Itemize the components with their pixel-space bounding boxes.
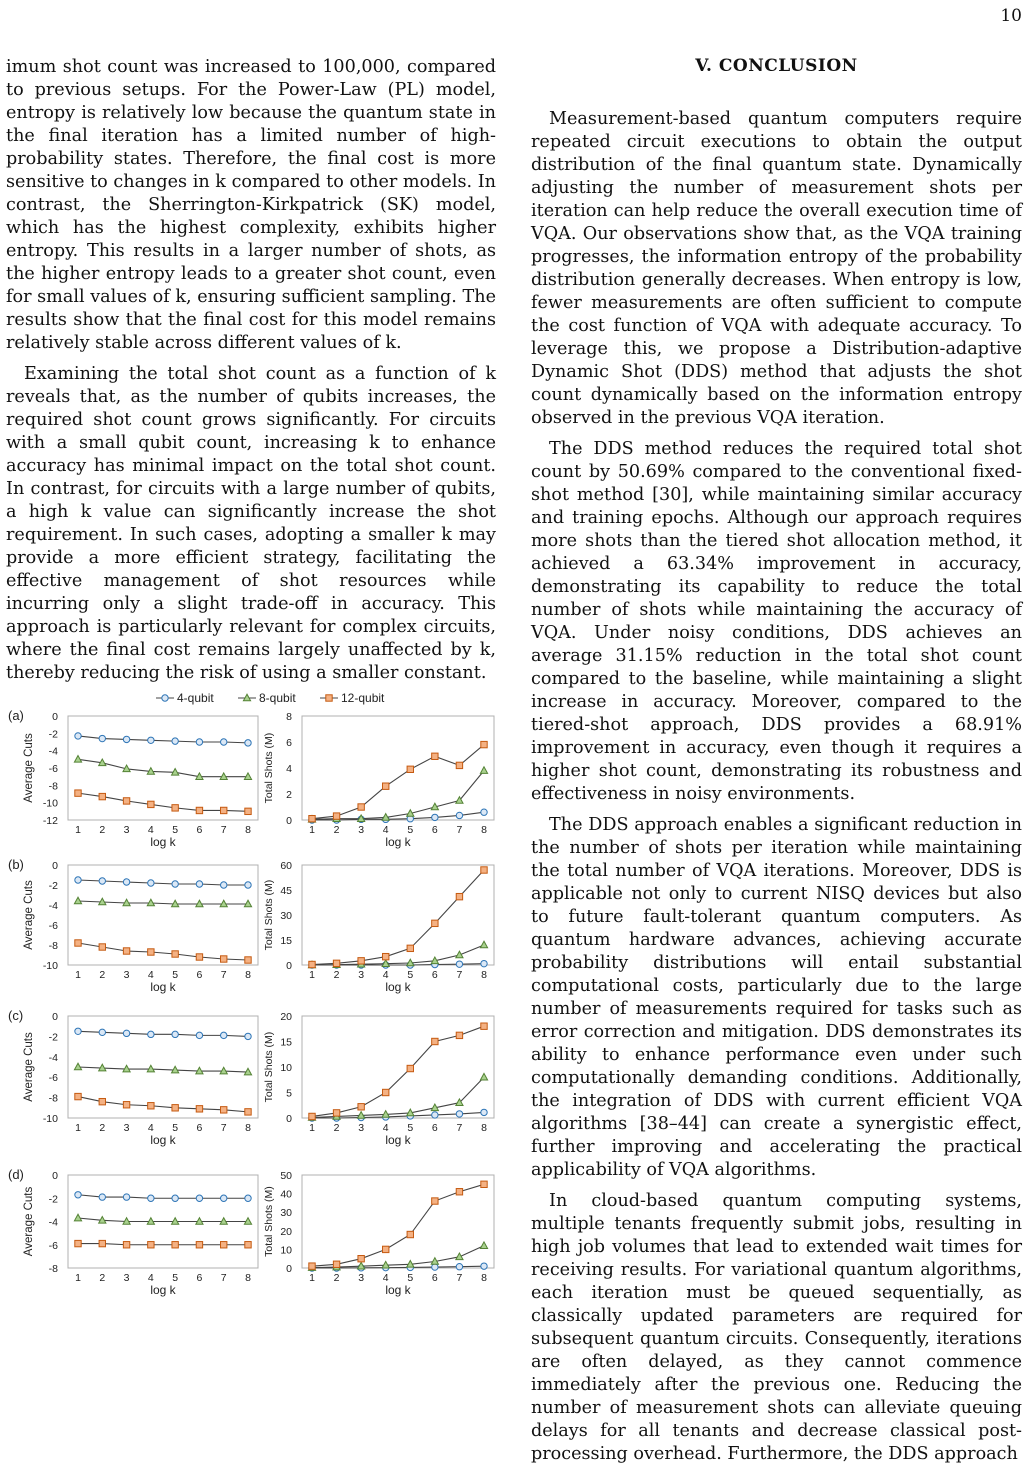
data-point xyxy=(148,880,154,886)
data-point xyxy=(99,1029,105,1035)
data-point xyxy=(221,956,227,962)
x-tick-label: 2 xyxy=(333,1122,340,1134)
y-tick-label: 60 xyxy=(280,860,292,872)
paragraph: The DDS approach enables a significant reduction in the number of shots per iteration while maintaining the total number of VQA iterations. Moreover, DDS is applicable not only to current NISQ devices but also to future fault-tolerant quantum computers. As quantum hardware advances, achieving accurate probability distributions will entail substantial computational costs, particularly due to the large number of measurements required for tasks such as error correction and mitigation. DDS demonstrates its ability to enhance performance even under such computationally demanding conditions. Additionally, the integration of DDS with current efficient VQA algorithms [38–44] can create a synergistic effect, further improving and accelerating the practical applicability of VQA algorithms. xyxy=(531,815,1022,1180)
x-tick-label: 7 xyxy=(220,969,227,981)
series-line xyxy=(312,870,484,965)
x-tick-label: 8 xyxy=(245,969,251,981)
x-tick-label: 6 xyxy=(196,1272,203,1284)
y-tick-label: 10 xyxy=(280,1062,292,1074)
series-line xyxy=(312,745,484,819)
y-tick-label: -2 xyxy=(48,1193,58,1206)
data-point xyxy=(196,954,202,960)
y-tick-label: 0 xyxy=(52,711,58,723)
data-point xyxy=(432,1112,438,1118)
legend-marker xyxy=(162,695,168,701)
y-axis-label: Average Cuts xyxy=(23,1186,35,1257)
x-tick-label: 4 xyxy=(147,969,154,981)
x-tick-label: 8 xyxy=(481,969,487,981)
data-point xyxy=(75,877,81,883)
data-point xyxy=(221,882,227,888)
data-point xyxy=(481,809,487,815)
x-tick-label: 1 xyxy=(309,1122,315,1134)
y-tick-label: 0 xyxy=(52,860,58,872)
y-tick-label: -8 xyxy=(48,1263,58,1275)
x-tick-label: 4 xyxy=(147,1122,154,1134)
y-tick-label: -2 xyxy=(48,728,58,741)
x-tick-label: 8 xyxy=(245,1122,251,1134)
paragraph: In cloud-based quantum computing systems, multiple tenants frequently submit jobs, resulting in high job volumes that lead to extended wait times for receiving results. For variational quantum algorithms, each iteration must be queued sequentially, as classically updated parameters are required for subsequent quantum circuits. Consequently, iterations are often delayed, as they cannot commence immediately after the previous one. Reducing the number of measurement shots can alleviate queuing delays for all tenants and decrease classical post-processing overhead. Furthermore, the DDS approach xyxy=(531,1191,1022,1464)
data-point xyxy=(481,960,487,966)
data-point xyxy=(407,1231,413,1237)
data-point xyxy=(74,1214,81,1221)
x-tick-label: 5 xyxy=(407,824,414,836)
y-tick-label: 0 xyxy=(286,1113,292,1125)
data-point xyxy=(358,1256,364,1262)
data-point xyxy=(75,1240,81,1246)
data-point xyxy=(148,801,154,807)
data-point xyxy=(245,957,251,963)
y-tick-label: 20 xyxy=(280,1011,292,1023)
y-tick-label: 0 xyxy=(286,1263,292,1275)
y-tick-label: -4 xyxy=(48,900,58,912)
y-tick-label: 30 xyxy=(280,1207,292,1220)
x-tick-label: 4 xyxy=(382,1272,389,1284)
data-point xyxy=(148,737,154,743)
y-tick-label: -6 xyxy=(48,763,58,775)
plot-frame xyxy=(68,716,258,820)
y-tick-label: 0 xyxy=(52,1011,58,1023)
data-point xyxy=(383,1089,389,1095)
data-point xyxy=(407,945,413,951)
x-tick-label: 1 xyxy=(309,1272,315,1284)
x-tick-label: 4 xyxy=(382,1122,389,1134)
data-point xyxy=(196,1032,202,1038)
data-point xyxy=(221,1242,227,1248)
x-tick-label: 3 xyxy=(358,824,365,836)
x-axis-label: log k xyxy=(385,980,411,994)
results-figure xyxy=(0,686,505,1332)
data-point xyxy=(148,1242,154,1248)
data-point xyxy=(309,1263,315,1269)
y-tick-label: 40 xyxy=(280,1188,292,1201)
paragraph: Examining the total shot count as a function of k reveals that, as the number of qubits increases, the required shot count grows significantly. For circuits with a small qubit count, increasing k to enhance accuracy has minimal impact on the total shot count. In contrast, for circuits with a large number of qubits, a high k value can significantly increase the shot requirement. In such cases, adopting a smaller k may provide a more efficient strategy, facilitating the effective management of shot resources while incurring only a slight trade-off in accuracy. This approach is particularly relevant for complex circuits, where the final cost remains largely unaffected by k, thereby reducing the risk of using a smaller constant. xyxy=(6,364,496,683)
x-tick-label: 2 xyxy=(99,1122,106,1134)
plot-frame xyxy=(68,1016,258,1118)
data-point xyxy=(196,1242,202,1248)
x-axis-label: log k xyxy=(385,1283,411,1297)
page-number: 10 xyxy=(1000,6,1022,26)
x-tick-label: 3 xyxy=(358,969,365,981)
data-point xyxy=(148,949,154,955)
x-tick-label: 7 xyxy=(456,1272,463,1284)
data-point xyxy=(172,738,178,744)
x-tick-label: 8 xyxy=(245,824,251,836)
x-tick-label: 3 xyxy=(123,1122,130,1134)
y-tick-label: 0 xyxy=(286,815,292,827)
data-point xyxy=(333,813,339,819)
data-point xyxy=(221,807,227,813)
x-tick-label: 1 xyxy=(309,969,315,981)
data-point xyxy=(245,1195,251,1201)
data-point xyxy=(99,1098,105,1104)
y-tick-label: -8 xyxy=(48,940,58,952)
data-point xyxy=(456,961,462,967)
legend-label: 12-qubit xyxy=(341,691,385,705)
data-point xyxy=(456,1189,462,1195)
y-tick-label: -4 xyxy=(48,1216,58,1229)
paragraph: The DDS method reduces the required total shot count by 50.69% compared to the conventional fixed-shot method [30], while maintaining similar accuracy and training epochs. Although our approach requires more shots than the tiered shot allocation method, it achieved a 63.34% improvement in accuracy, demonstrating its capability to reduce the total number of shots while maintaining the accuracy of VQA. Under noisy conditions, DDS achieves an average 31.15% reduction in the total shot count compared to the baseline, while maintaining a slight increase in accuracy. Moreover, compared to the tiered-shot approach, DDS provides a 68.91% improvement in accuracy, even though it requires a higher shot count, demonstrating its robustness and effectiveness in noisy environments. xyxy=(531,439,1022,804)
data-point xyxy=(309,961,315,967)
y-tick-label: -6 xyxy=(48,1239,58,1252)
y-tick-label: 10 xyxy=(280,1244,292,1257)
data-point xyxy=(481,1181,487,1187)
x-tick-label: 2 xyxy=(333,824,340,836)
plot-frame xyxy=(68,865,258,965)
data-point xyxy=(456,893,462,899)
x-tick-label: 4 xyxy=(147,1272,154,1284)
x-tick-label: 6 xyxy=(431,824,438,836)
data-point xyxy=(75,1192,81,1198)
data-point xyxy=(172,1242,178,1248)
x-axis-label: log k xyxy=(150,835,176,849)
x-tick-label: 6 xyxy=(431,1272,438,1284)
data-point xyxy=(480,941,487,948)
data-point xyxy=(383,953,389,959)
y-tick-label: -6 xyxy=(48,1072,58,1085)
x-tick-label: 5 xyxy=(172,1122,179,1134)
legend-label: 8-qubit xyxy=(259,691,296,705)
y-tick-label: 0 xyxy=(52,1170,58,1182)
data-point xyxy=(245,1109,251,1115)
data-point xyxy=(358,1104,364,1110)
y-tick-label: -2 xyxy=(48,880,58,892)
x-axis-label: log k xyxy=(150,1133,176,1147)
y-tick-label: -2 xyxy=(48,1031,58,1044)
data-point xyxy=(123,948,129,954)
data-point xyxy=(196,1195,202,1201)
paragraph: imum shot count was increased to 100,000, compared to previous setups. For the Power-Law (PL) model, entropy is relatively low because the quantum state in the final iteration has a limited number of high-probability states. Therefore, the final cost is more sensitive to changes in k compared to other models. In contrast, the Sherrington-Kirkpatrick (SK) model, which has the highest complexity, exhibits higher entropy. This results in a larger number of shots, as the higher entropy leads to a greater shot count, even for small values of k, ensuring sufficient sampling. The results show that the final cost for this model remains relatively stable across different values of k. xyxy=(6,57,496,353)
y-tick-label: -10 xyxy=(42,1113,58,1125)
data-point xyxy=(481,741,487,747)
x-tick-label: 4 xyxy=(382,969,389,981)
y-axis-label: Average Cuts xyxy=(23,733,35,803)
data-point xyxy=(358,958,364,964)
figure-svg xyxy=(0,686,505,1332)
y-tick-label: 30 xyxy=(280,910,292,922)
y-tick-label: 15 xyxy=(280,1036,292,1049)
y-tick-label: -10 xyxy=(42,960,58,972)
data-point xyxy=(221,1107,227,1113)
panel-label: (a) xyxy=(8,708,24,723)
data-point xyxy=(432,1198,438,1204)
x-tick-label: 2 xyxy=(333,969,340,981)
data-point xyxy=(481,1109,487,1115)
data-point xyxy=(75,790,81,796)
x-tick-label: 6 xyxy=(431,1122,438,1134)
plot-frame xyxy=(302,716,494,820)
x-tick-label: 7 xyxy=(456,1122,463,1134)
y-axis-label: Total Shots (M) xyxy=(263,1186,275,1257)
data-point xyxy=(148,1031,154,1037)
y-axis-label: Average Cuts xyxy=(23,1032,35,1102)
x-tick-label: 1 xyxy=(75,1272,81,1284)
x-tick-label: 8 xyxy=(245,1272,251,1284)
data-point xyxy=(196,1106,202,1112)
data-point xyxy=(245,808,251,814)
x-axis-label: log k xyxy=(385,1133,411,1147)
data-point xyxy=(432,814,438,820)
data-point xyxy=(148,1103,154,1109)
data-point xyxy=(99,1240,105,1246)
y-tick-label: 20 xyxy=(280,1225,292,1238)
y-tick-label: 45 xyxy=(280,885,292,897)
x-tick-label: 8 xyxy=(481,824,487,836)
y-tick-label: 5 xyxy=(286,1087,292,1100)
y-tick-label: -12 xyxy=(42,815,58,827)
data-point xyxy=(456,1111,462,1117)
y-tick-label: 8 xyxy=(286,711,292,723)
data-point xyxy=(432,920,438,926)
x-tick-label: 7 xyxy=(456,969,463,981)
x-tick-label: 2 xyxy=(99,969,106,981)
data-point xyxy=(123,798,129,804)
data-point xyxy=(172,1031,178,1037)
y-tick-label: -4 xyxy=(48,745,58,758)
data-point xyxy=(172,805,178,811)
x-tick-label: 5 xyxy=(407,969,414,981)
y-axis-label: Total Shots (M) xyxy=(263,879,275,951)
data-point xyxy=(333,1110,339,1116)
plot-frame xyxy=(302,1016,494,1118)
data-point xyxy=(196,739,202,745)
x-tick-label: 1 xyxy=(75,1122,81,1134)
x-tick-label: 5 xyxy=(407,1122,414,1134)
y-tick-label: 15 xyxy=(280,935,292,947)
data-point xyxy=(309,1113,315,1119)
data-point xyxy=(172,951,178,957)
data-point xyxy=(221,1032,227,1038)
x-tick-label: 8 xyxy=(481,1122,487,1134)
data-point xyxy=(74,756,81,763)
x-tick-label: 7 xyxy=(220,1122,227,1134)
x-axis-label: log k xyxy=(385,835,411,849)
panel-label: (c) xyxy=(8,1008,24,1023)
data-point xyxy=(172,1105,178,1111)
data-point xyxy=(99,944,105,950)
data-point xyxy=(480,1073,487,1080)
plot-frame xyxy=(302,865,494,965)
left-column-text xyxy=(6,56,496,685)
y-tick-label: 6 xyxy=(286,737,292,749)
y-tick-label: 2 xyxy=(286,789,292,801)
data-point xyxy=(245,740,251,746)
data-point xyxy=(309,816,315,822)
x-tick-label: 7 xyxy=(220,824,227,836)
data-point xyxy=(456,1263,462,1269)
data-point xyxy=(407,1065,413,1071)
x-tick-label: 8 xyxy=(481,1272,487,1284)
data-point xyxy=(481,867,487,873)
data-point xyxy=(99,1194,105,1200)
section-heading: V. CONCLUSION xyxy=(695,56,858,76)
y-tick-label: -6 xyxy=(48,920,58,932)
x-tick-label: 6 xyxy=(196,969,203,981)
x-tick-label: 7 xyxy=(456,824,463,836)
y-axis-label: Total Shots (M) xyxy=(263,732,275,804)
data-point xyxy=(245,882,251,888)
y-tick-label: -10 xyxy=(42,797,58,810)
x-tick-label: 3 xyxy=(358,1272,365,1284)
data-point xyxy=(245,1242,251,1248)
data-point xyxy=(221,1195,227,1201)
y-tick-label: -8 xyxy=(48,1092,58,1105)
x-tick-label: 7 xyxy=(220,1272,227,1284)
data-point xyxy=(432,753,438,759)
x-tick-label: 2 xyxy=(333,1272,340,1284)
y-tick-label: -8 xyxy=(48,780,58,793)
data-point xyxy=(456,762,462,768)
x-tick-label: 6 xyxy=(196,1122,203,1134)
data-point xyxy=(74,897,81,904)
data-point xyxy=(123,1030,129,1036)
data-point xyxy=(123,1102,129,1108)
data-point xyxy=(75,940,81,946)
x-tick-label: 2 xyxy=(99,1272,106,1284)
data-point xyxy=(75,1028,81,1034)
x-tick-label: 5 xyxy=(172,824,179,836)
legend-marker xyxy=(326,695,332,701)
data-point xyxy=(481,1263,487,1269)
legend-label: 4-qubit xyxy=(177,691,214,705)
x-tick-label: 6 xyxy=(196,824,203,836)
data-point xyxy=(123,736,129,742)
data-point xyxy=(148,1195,154,1201)
data-point xyxy=(333,960,339,966)
panel-label: (b) xyxy=(8,857,24,872)
data-point xyxy=(480,1242,487,1249)
series-line xyxy=(312,1184,484,1266)
data-point xyxy=(358,804,364,810)
data-point xyxy=(407,766,413,772)
data-point xyxy=(99,793,105,799)
x-tick-label: 1 xyxy=(309,824,315,836)
x-tick-label: 5 xyxy=(407,1272,414,1284)
y-tick-label: 0 xyxy=(286,960,292,972)
x-axis-label: log k xyxy=(150,1283,176,1297)
x-tick-label: 3 xyxy=(123,1272,130,1284)
data-point xyxy=(480,767,487,774)
x-tick-label: 6 xyxy=(431,969,438,981)
data-point xyxy=(245,1033,251,1039)
data-point xyxy=(75,1093,81,1099)
data-point xyxy=(456,812,462,818)
data-point xyxy=(481,1023,487,1029)
x-axis-label: log k xyxy=(150,980,176,994)
data-point xyxy=(432,1264,438,1270)
x-tick-label: 5 xyxy=(172,969,179,981)
x-tick-label: 3 xyxy=(123,824,130,836)
data-point xyxy=(196,807,202,813)
right-column-text xyxy=(531,108,1022,1466)
y-tick-label: 4 xyxy=(286,763,292,775)
data-point xyxy=(221,739,227,745)
data-point xyxy=(456,1253,463,1260)
data-point xyxy=(99,735,105,741)
x-tick-label: 3 xyxy=(123,969,130,981)
y-axis-label: Average Cuts xyxy=(23,880,35,950)
x-tick-label: 3 xyxy=(358,1122,365,1134)
data-point xyxy=(333,1261,339,1267)
data-point xyxy=(172,881,178,887)
data-point xyxy=(74,1063,81,1070)
data-point xyxy=(383,1246,389,1252)
panel-label: (d) xyxy=(8,1167,24,1182)
x-tick-label: 1 xyxy=(75,969,81,981)
paragraph: Measurement-based quantum computers require repeated circuit executions to obtain the output distribution of the final quantum state. Dynamically adjusting the number of measurement shots per iteration can help reduce the overall execution time of VQA. Our observations show that, as the VQA training progresses, the information entropy of the probability distribution generally decreases. When entropy is low, fewer measurements are often sufficient to compute the cost function of VQA with adequate accuracy. To leverage this, we propose a Distribution-adaptive Dynamic Shot (DDS) method that adjusts the shot count dynamically based on the information entropy observed in the previous VQA iteration. xyxy=(531,109,1022,428)
data-point xyxy=(196,881,202,887)
data-point xyxy=(123,879,129,885)
x-tick-label: 4 xyxy=(147,824,154,836)
data-point xyxy=(123,1242,129,1248)
data-point xyxy=(456,1032,462,1038)
y-axis-label: Total Shots (M) xyxy=(263,1031,275,1103)
x-tick-label: 5 xyxy=(172,1272,179,1284)
data-point xyxy=(172,1195,178,1201)
x-tick-label: 1 xyxy=(75,824,81,836)
x-tick-label: 4 xyxy=(382,824,389,836)
data-point xyxy=(432,1038,438,1044)
data-point xyxy=(99,878,105,884)
data-point xyxy=(123,1194,129,1200)
y-tick-label: -4 xyxy=(48,1051,58,1064)
x-tick-label: 2 xyxy=(99,824,106,836)
data-point xyxy=(383,783,389,789)
y-tick-label: 50 xyxy=(280,1170,292,1182)
data-point xyxy=(75,733,81,739)
